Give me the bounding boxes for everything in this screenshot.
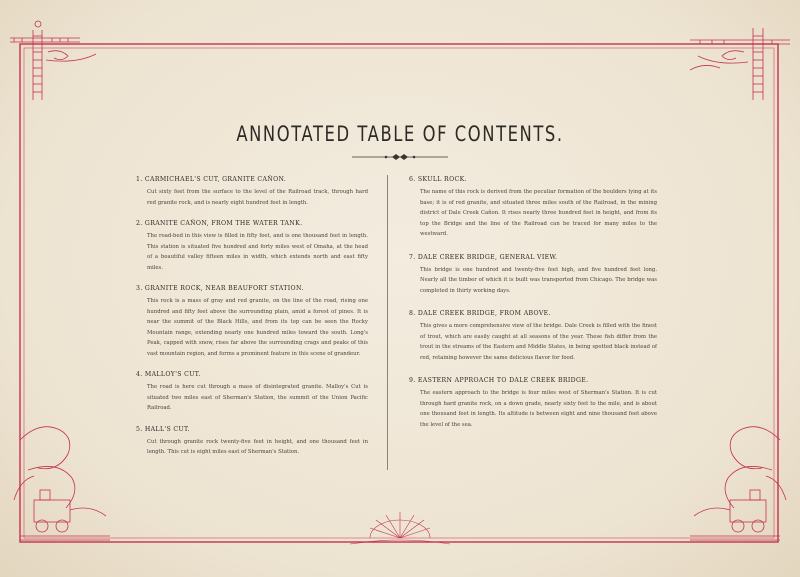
entry	[136, 176, 368, 208]
left-column	[136, 176, 368, 458]
entry-text: The road is here cut through a mass of disintegrated granite. Malloy's Cut is situated two miles east of Sherman's Station, the summit of the Union Pacific Railroad.	[147, 384, 368, 411]
entry-text: Cut through granite rock twenty-five feet in height, and one thousand feet in length. This cut is eight miles east of Sherman's Station.	[147, 438, 368, 455]
entry-heading: 5. HALL'S CUT.	[136, 425, 190, 433]
entry-heading: 1. CARMICHAEL'S CUT, GRANITE CAÑON.	[136, 176, 287, 183]
entry	[409, 377, 657, 430]
entry	[136, 220, 368, 273]
entry-text: This bridge is one hundred and twenty-five feet high, and five hundred feet long. Nearly all the timber of which it is built was transported from Chicago. The bridge was completed in thirty working days.	[420, 266, 657, 294]
entry-text: This rock is a mass of gray and red granite, on the line of the road, rising one hundred and fifty feet above the surrounding plain, amid a forest of pines. It is near the summit of the Black Hills, and from its top can be seen the Rocky Mountain range, extending nearly one hundred miles toward the south. Long's Peak, capped with snow, rises far above the surrounding crags and peaks of this vast mountain region, and forms a prominent feature in this scene of grandeur.	[147, 298, 368, 357]
bottom-right-ornament	[690, 427, 786, 540]
entry-heading: 7. DALE CREEK BRIDGE, GENERAL VIEW.	[409, 253, 558, 261]
entry-text: The eastern approach to the bridge is four miles west of Sherman's Station. It is cut through hard granite rock, on a down grade, nearly sixty feet to the mile, and is about one thousand feet in length. Its altitude is between eight and nine thousand feet above the level of the sea.	[420, 390, 657, 428]
entry-text: This gives a more comprehensive view of the bridge. Dale Creek is filled with the finest of trout, which are easily caught at all seasons of the year. These fish differ from the trout in the streams of the Eastern and Middle States, in being spotted black instead of red, retaining however the same delicious flavor for food.	[420, 323, 657, 361]
entry-heading: 6. SKULL ROCK.	[409, 176, 467, 183]
entry-text: The road-bed in this view is filled in fifty feet, and is one thousand feet in length. This station is situated five hundred and forty miles west of Omaha, at the head of a beautiful valley fifteen miles in width, which extends north and east fifty miles.	[147, 233, 368, 271]
entry-heading: 3. GRANITE ROCK, NEAR BEAUFORT STATION.	[136, 285, 304, 292]
sunburst-ornament	[350, 512, 450, 544]
top-left-ornament	[10, 21, 96, 100]
entry	[136, 426, 368, 458]
entry-heading: 4. MALLOY'S CUT.	[136, 371, 201, 378]
entry-text: Cut sixty feet from the surface to the level of the Railroad track, through hard red granite rock, and is nearly eight hundred feet in length.	[147, 189, 368, 206]
entry	[409, 176, 657, 240]
entry-text: The name of this rock is derived from the peculiar formation of the boulders lying at its base; it is of red granite, and situated three miles south of the Railroad, in the mining district of Dale Creek Cañon. It rises nearly three hundred feet in height, and from its top the Bridge and the line of the Railroad can be traced for many miles to the westward.	[420, 189, 657, 237]
entry-heading: 9. EASTERN APPROACH TO DALE CREEK BRIDGE.	[409, 377, 589, 384]
top-right-ornament	[690, 28, 790, 100]
column-divider	[387, 175, 388, 470]
entry-heading: 2. GRANITE CAÑON, FROM THE WATER TANK.	[136, 220, 303, 227]
entry	[409, 310, 657, 363]
entry-heading: 8. DALE CREEK BRIDGE, FROM ABOVE.	[409, 310, 551, 317]
entry	[409, 254, 657, 297]
bottom-left-ornament	[14, 427, 110, 540]
page-title: ANNOTATED TABLE OF CONTENTS.	[236, 122, 564, 146]
entry	[136, 371, 368, 414]
right-column	[409, 176, 657, 430]
entry	[136, 285, 368, 359]
title-flourish	[352, 152, 448, 162]
